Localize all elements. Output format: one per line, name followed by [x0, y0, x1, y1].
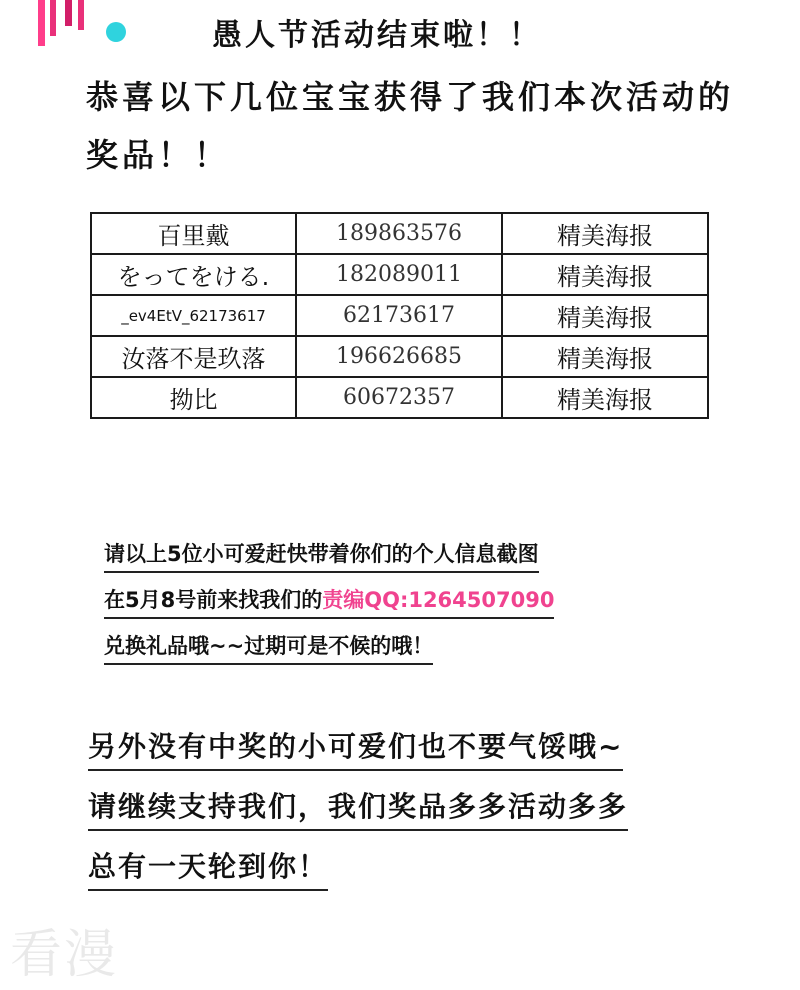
winner-prize: 精美海报 — [502, 377, 708, 418]
table-row — [91, 213, 708, 254]
page-title: 愚人节活动结束啦！！ — [212, 18, 542, 53]
winner-id: 60672357 — [296, 377, 502, 418]
winner-name: 拗比 — [91, 377, 296, 418]
winners-table — [90, 212, 709, 419]
intro-line-1: 恭喜以下几位宝宝获得了我们本次活动的 — [86, 78, 735, 116]
editor-qq-contact: 责编QQ:1264507090 — [322, 588, 555, 612]
table-row — [91, 377, 708, 418]
decor-stripe — [65, 0, 72, 26]
winner-prize: 精美海报 — [502, 213, 708, 254]
notice-line-3: 兑换礼品哦~~过期可是不候的哦！ — [104, 630, 433, 665]
decor-dot — [106, 22, 126, 42]
intro-line-2: 奖品！！ — [86, 136, 231, 174]
table-row — [91, 254, 708, 295]
notice-line-2-prefix: 在5月8号前来找我们的 — [104, 588, 323, 612]
closing-line-3: 总有一天轮到你！ — [88, 845, 328, 891]
winner-id: 182089011 — [296, 254, 502, 295]
winner-name: 汝落不是玖落 — [91, 336, 296, 377]
decor-stripe — [78, 0, 84, 30]
closing-line-2: 请继续支持我们，我们奖品多多活动多多 — [88, 785, 628, 831]
winner-name: _ev4EtV_62173617 — [91, 295, 296, 336]
winner-prize: 精美海报 — [502, 254, 708, 295]
table-row — [91, 295, 708, 336]
watermark-logo: 看漫 — [10, 925, 119, 985]
notice-line-2 — [104, 584, 554, 619]
winner-id: 62173617 — [296, 295, 502, 336]
winner-name: 百里戴 — [91, 213, 296, 254]
winner-prize: 精美海报 — [502, 295, 708, 336]
notice-line-1: 请以上5位小可爱赶快带着你们的个人信息截图 — [104, 538, 539, 573]
decor-stripe — [50, 0, 56, 36]
winner-id: 189863576 — [296, 213, 502, 254]
winner-prize: 精美海报 — [502, 336, 708, 377]
decor-stripe — [38, 0, 45, 46]
table-row — [91, 336, 708, 377]
winner-name: をってをける. — [91, 254, 296, 295]
closing-line-1: 另外没有中奖的小可爱们也不要气馁哦~ — [88, 725, 623, 771]
winner-id: 196626685 — [296, 336, 502, 377]
